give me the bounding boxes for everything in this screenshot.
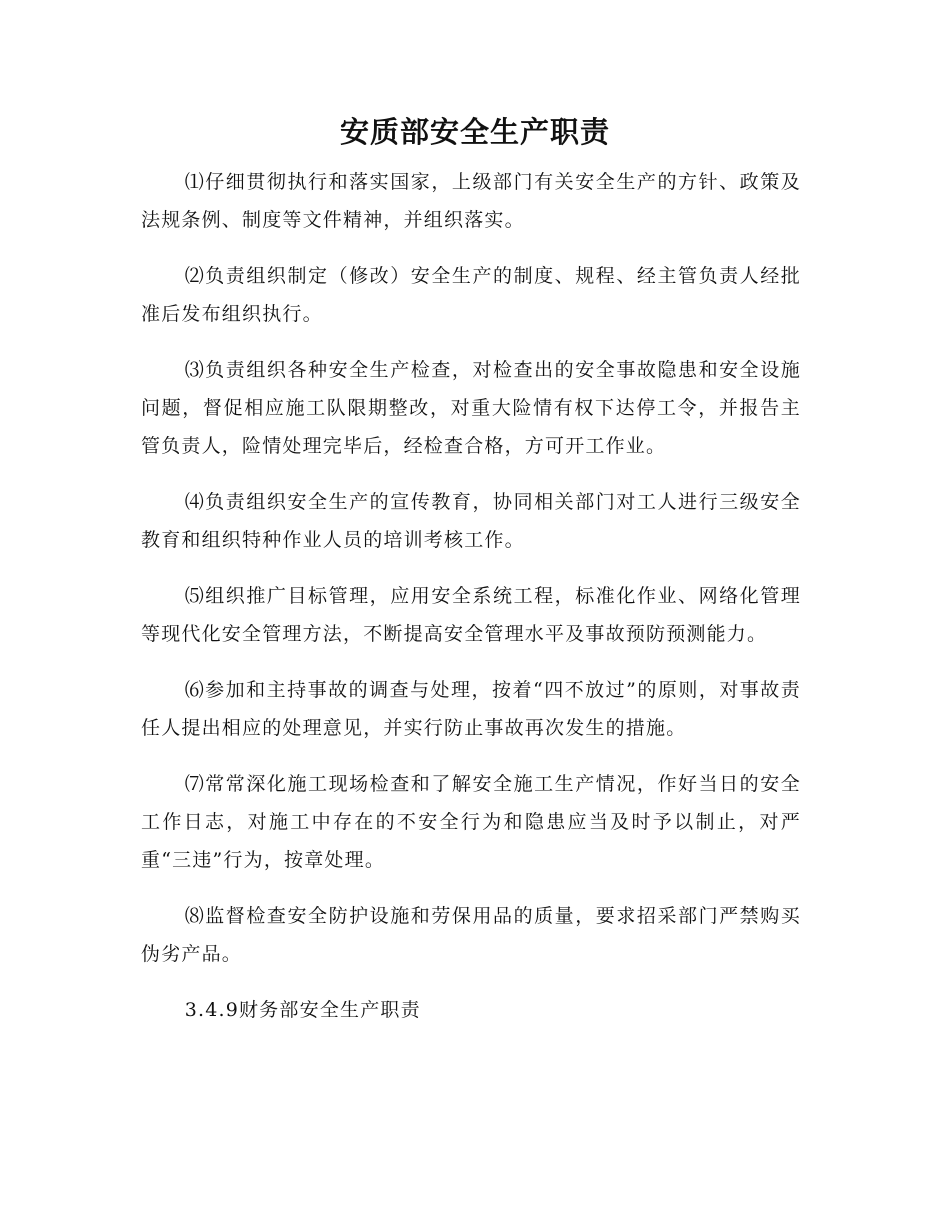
paragraph-5: ⑸组织推广目标管理，应用安全系统工程，标准化作业、网络化管理等现代化安全管理方法，不断提高安全管理水平及事故预防预测能力。 — [141, 585, 801, 645]
paragraph-2: ⑵负责组织制定（修改）安全生产的制度、规程、经主管负责人经批准后发布组织执行。 — [141, 265, 801, 325]
paragraph-4: ⑷负责组织安全生产的宣传教育，协同相关部门对工人进行三级安全教育和组织特种作业人员的培训考核工作。 — [141, 491, 801, 551]
paragraph-1: ⑴仔细贯彻执行和落实国家，上级部门有关安全生产的方针、政策及法规条例、制度等文件精神，并组织落实。 — [141, 171, 801, 231]
paragraph-7: ⑺常常深化施工现场检查和了解安全施工生产情况，作好当日的安全工作日志，对施工中存在的不安全行为和隐患应当及时予以制止，对严重“三违”行为，按章处理。 — [141, 773, 801, 871]
paragraph-6: ⑹参加和主持事故的调查与处理，按着“四不放过”的原则，对事故责任人提出相应的处理意见，并实行防止事故再次发生的措施。 — [141, 679, 801, 739]
paragraph-8: ⑻监督检查安全防护设施和劳保用品的质量，要求招采部门严禁购买伪劣产品。 — [141, 905, 801, 965]
paragraph-3: ⑶负责组织各种安全生产检查，对检查出的安全事故隐患和安全设施问题，督促相应施工队限期整改，对重大险情有权下达停工令，并报告主管负责人，险情处理完毕后，经检查合格，方可开工作业。 — [141, 359, 801, 457]
document-title: 安质部安全生产职责 — [339, 115, 610, 149]
document-body — [141, 163, 801, 1029]
next-section-heading: 3.4.9财务部安全生产职责 — [184, 999, 421, 1021]
